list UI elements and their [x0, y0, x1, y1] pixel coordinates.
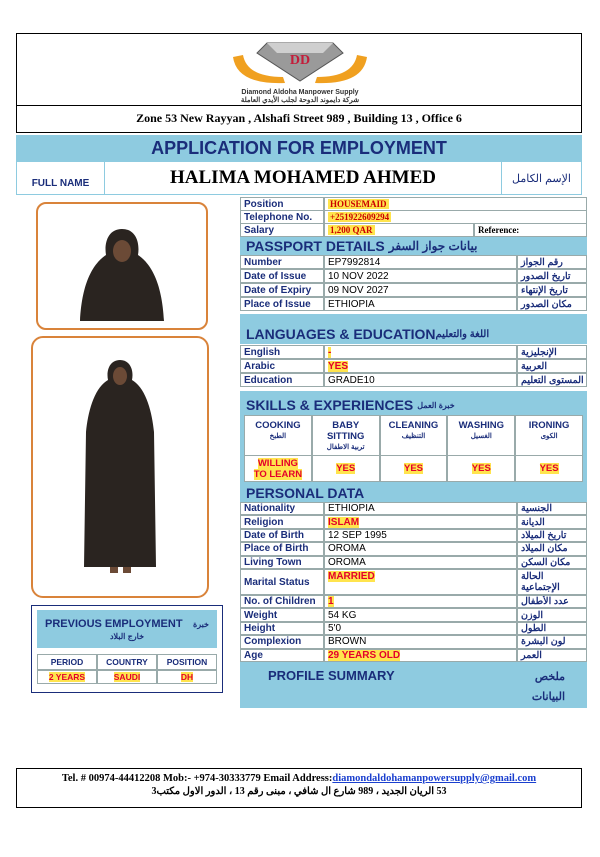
- skill-baby-sitting-label: BABY: [332, 420, 360, 431]
- full-name-value: HALIMA MOHAMED AHMED: [170, 167, 436, 188]
- skill-washing: [447, 415, 515, 482]
- personal-age-row: [240, 649, 587, 662]
- personal-religion-label: Religion: [240, 515, 324, 528]
- personal-marital-status-label-ar2: الإجتماعية: [521, 582, 560, 593]
- personal-marital-status-value: MARRIED: [328, 571, 375, 582]
- personal-age-label: Age: [240, 649, 324, 662]
- company-address: Zone 53 New Rayyan , Alshafi Street 989 , Building 13 , Office 6: [16, 105, 582, 131]
- passport-date-of-issue-label-ar: تاريخ الصدور: [517, 269, 587, 283]
- skill-cleaning-value: YES: [403, 463, 423, 474]
- col-position-header: POSITION: [157, 654, 217, 670]
- skill-washing-label-ar: الغسيل: [470, 433, 492, 440]
- position-value: DH: [180, 672, 194, 682]
- telephone-label: Telephone No.: [240, 210, 324, 224]
- personal-living-town-value: OROMA: [328, 556, 366, 568]
- personal-living-town-row: [240, 556, 587, 569]
- skills-title-en: SKILLS & EXPERIENCES: [246, 397, 414, 413]
- personal-height-label-ar: الطول: [517, 622, 587, 635]
- personal-age-value: 29 YEARS OLD: [328, 649, 401, 661]
- previous-employment-title-ar2: خارج البلاد: [109, 632, 145, 641]
- personal-religion-value: ISLAM: [328, 516, 360, 528]
- skill-washing-value: YES: [471, 463, 491, 474]
- passport-place-of-issue-value: ETHIOPIA: [328, 298, 375, 310]
- skills-title-ar: خبرة العمل: [417, 401, 455, 410]
- personal-marital-status-label: Marital Status: [240, 569, 324, 595]
- language-arabic-label: Arabic: [240, 359, 324, 373]
- personal-place-of-birth-label: Place of Birth: [240, 542, 324, 555]
- languages-title-ar: اللغة والتعليم: [435, 328, 490, 340]
- language-education-row: [240, 373, 587, 387]
- skill-baby-sitting-value: YES: [336, 463, 356, 474]
- svg-text:DD: DD: [289, 53, 311, 68]
- personal-no-of-children-value: 1: [328, 596, 334, 608]
- company-logo: [225, 37, 375, 89]
- personal-date-of-birth-label-ar: تاريخ الميلاد: [517, 529, 587, 542]
- page-title-text: APPLICATION FOR EMPLOYMENT: [151, 137, 447, 158]
- personal-place-of-birth-value: OROMA: [328, 543, 366, 555]
- company-name-en: Diamond Aldoha Manpower Supply: [241, 89, 359, 96]
- personal-place-of-birth-label-ar: مكان الميلاد: [517, 542, 587, 555]
- reference-label: Reference:: [474, 223, 587, 237]
- skill-cleaning-label: CLEANING: [388, 420, 439, 431]
- footer-box: [16, 768, 582, 808]
- personal-living-town-label: Living Town: [240, 556, 324, 569]
- passport-date-of-expiry-label: Date of Expiry: [240, 283, 324, 297]
- language-english-label-ar: الإنجليزية: [517, 345, 587, 359]
- salary-row: [240, 223, 587, 237]
- period-value: 2 YEARS: [48, 672, 86, 682]
- personal-living-town-label-ar: مكان السكن: [517, 556, 587, 569]
- personal-age-label-ar: العمر: [517, 649, 587, 662]
- personal-religion-label-ar: الديانة: [517, 515, 587, 528]
- salary-label: Salary: [240, 223, 324, 237]
- passport-date-of-issue-value: 10 NOV 2022: [328, 270, 389, 282]
- skill-cooking: [244, 415, 312, 482]
- col-period-header: PERIOD: [37, 654, 97, 670]
- personal-date-of-birth-value: 12 SEP 1995: [328, 529, 387, 541]
- position-row: [240, 197, 587, 211]
- personal-weight-label-ar: الوزن: [517, 608, 587, 621]
- fullbody-photo-frame: [31, 336, 209, 598]
- footer-email-link[interactable]: diamondaldohamanpowersupply@gmail.com: [332, 773, 537, 784]
- passport-title-ar: بيانات جواز السفر: [388, 239, 478, 253]
- personal-date-of-birth-row: [240, 529, 587, 542]
- col-country-header: COUNTRY: [97, 654, 157, 670]
- personal-title: PERSONAL DATA: [246, 485, 365, 501]
- skills-table: [244, 415, 583, 482]
- profile-summary-title-ar1: ملخص: [534, 671, 565, 683]
- personal-nationality-value: ETHIOPIA: [328, 503, 375, 515]
- personal-complexion-row: [240, 635, 587, 648]
- skill-cleaning: [380, 415, 448, 482]
- skill-cooking-label: COOKING: [255, 420, 301, 431]
- personal-complexion-label: Complexion: [240, 635, 324, 648]
- footer-address-ar: 53 الريان الجديد ، 989 شارع ال شافي ، مبنى رقم 13 ، الدور الاول مكتب3: [151, 786, 447, 797]
- language-education-label-ar: المستوى التعليم: [517, 373, 587, 387]
- personal-no-of-children-label: No. of Children: [240, 595, 324, 608]
- passport-number-value: EP7992814: [328, 256, 381, 268]
- passport-date-of-issue-row: [240, 269, 587, 283]
- position-value: HOUSEMAID: [330, 199, 387, 209]
- personal-religion-row: [240, 515, 587, 528]
- personal-weight-value: 54 KG: [328, 609, 357, 621]
- skill-baby-sitting: [312, 415, 380, 482]
- personal-section-title: [240, 484, 587, 502]
- skill-cooking-value-2: TO LEARN: [253, 468, 303, 480]
- headshot-photo-frame: [36, 202, 208, 330]
- personal-complexion-value: BROWN: [328, 636, 367, 648]
- footer-contact-text: Tel. # 00974-44412208 Mob:- +974-30333779 Email Address:: [61, 773, 333, 784]
- passport-date-of-expiry-value: 09 NOV 2027: [328, 284, 389, 296]
- personal-height-row: [240, 622, 587, 635]
- personal-weight-label: Weight: [240, 608, 324, 621]
- headshot-photo: [72, 211, 172, 321]
- passport-number-row: [240, 255, 587, 269]
- skill-cooking-value: WILLING: [257, 457, 298, 469]
- full-name-label-ar: الإسم الكامل: [501, 162, 581, 194]
- languages-section-title: [240, 314, 587, 344]
- language-english-value: -: [328, 346, 332, 358]
- profile-summary-title: PROFILE SUMMARY: [268, 668, 395, 683]
- passport-number-label-ar: رقم الجواز: [517, 255, 587, 269]
- personal-complexion-label-ar: لون البشرة: [517, 635, 587, 648]
- previous-employment-table: [37, 654, 217, 684]
- skill-ironing-label: IRONING: [528, 420, 570, 431]
- skill-ironing-value: YES: [539, 463, 559, 474]
- passport-date-of-expiry-row: [240, 283, 587, 297]
- language-education-value: GRADE10: [328, 374, 375, 386]
- profile-summary-title-ar2: البيانات: [531, 691, 565, 703]
- personal-marital-status-label-ar1: الحالة: [521, 571, 544, 582]
- passport-number-label: Number: [240, 255, 324, 269]
- telephone-row: [240, 210, 587, 224]
- languages-title-en: LANGUAGES & EDUCATION: [246, 326, 436, 342]
- full-name-label: FULL NAME: [17, 162, 105, 194]
- skill-baby-sitting-label-2: SITTING: [326, 431, 365, 442]
- personal-nationality-label-ar: الجنسية: [517, 502, 587, 515]
- fullbody-photo: [70, 352, 170, 582]
- skill-washing-label: WASHING: [458, 420, 504, 431]
- passport-title-en: PASSPORT DETAILS: [246, 238, 385, 254]
- personal-weight-row: [240, 608, 587, 621]
- skill-cooking-label-ar: الطبخ: [269, 433, 287, 440]
- personal-nationality-row: [240, 502, 587, 515]
- skill-ironing: [515, 415, 583, 482]
- personal-no-of-children-label-ar: عدد الأطفال: [517, 595, 587, 608]
- skill-baby-sitting-label-ar: تربية الاطفال: [326, 444, 365, 451]
- salary-value: 1,200 QAR: [330, 225, 373, 235]
- personal-no-of-children-row: [240, 595, 587, 608]
- page-title: [16, 135, 582, 161]
- passport-place-of-issue-label: Place of Issue: [240, 297, 324, 311]
- language-education-label: Education: [240, 373, 324, 387]
- position-label: Position: [240, 197, 324, 211]
- personal-date-of-birth-label: Date of Birth: [240, 529, 324, 542]
- full-name-row: [16, 161, 582, 195]
- language-arabic-row: [240, 359, 587, 373]
- skill-ironing-label-ar: الكوى: [540, 433, 558, 440]
- company-name-ar: شركة دايموند الدوحة لجلب الأيدي العاملة: [240, 97, 360, 104]
- language-english-label: English: [240, 345, 324, 359]
- previous-employment-title-ar1: خبرة: [193, 620, 209, 629]
- previous-employment-header: [37, 610, 217, 648]
- passport-section-title: [240, 237, 587, 255]
- footer-contact: [17, 773, 581, 784]
- passport-date-of-issue-label: Date of Issue: [240, 269, 324, 283]
- telephone-value: +251922609294: [330, 212, 390, 222]
- country-value: SAUDI: [113, 672, 141, 682]
- skill-cleaning-label-ar: التنظيف: [401, 433, 426, 440]
- passport-place-of-issue-row: [240, 297, 587, 311]
- previous-employment-box: [31, 605, 223, 693]
- personal-height-label: Height: [240, 622, 324, 635]
- language-english-row: [240, 345, 587, 359]
- language-arabic-value: YES: [328, 360, 349, 372]
- passport-date-of-expiry-label-ar: تاريخ الإنتهاء: [517, 283, 587, 297]
- profile-summary-section: [240, 662, 587, 708]
- previous-employment-title: PREVIOUS EMPLOYMENT: [45, 618, 183, 630]
- language-arabic-label-ar: العربية: [517, 359, 587, 373]
- passport-place-of-issue-label-ar: مكان الصدور: [517, 297, 587, 311]
- personal-marital-status-row: [240, 569, 587, 595]
- personal-height-value: 5'0: [328, 622, 342, 634]
- personal-nationality-label: Nationality: [240, 502, 324, 515]
- personal-place-of-birth-row: [240, 542, 587, 555]
